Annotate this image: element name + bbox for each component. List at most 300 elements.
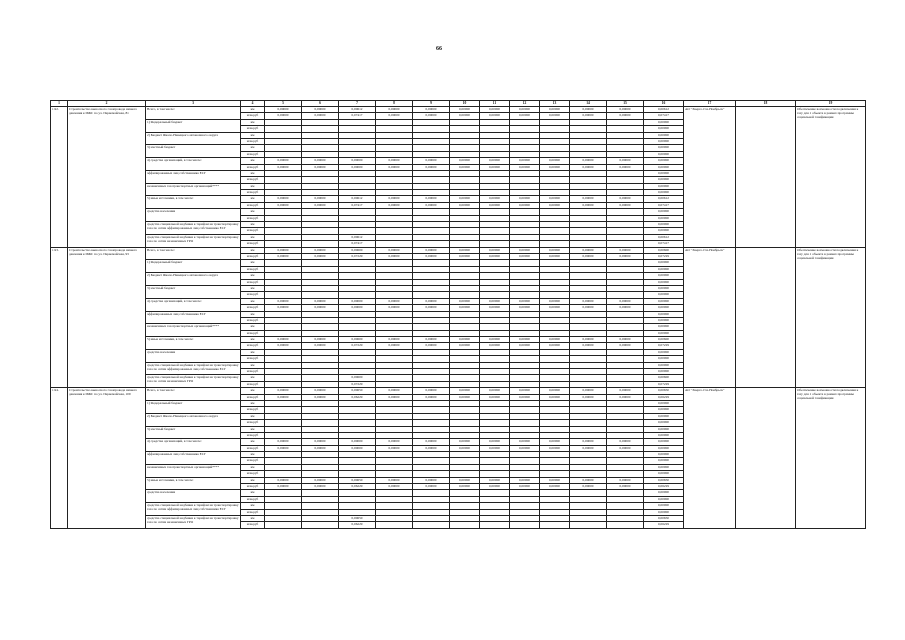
value-cell: 0,00000 [644,426,684,432]
value-cell: 0,00000 [480,158,510,164]
unit-cell: км [241,298,265,304]
value-cell: 0,00000 [302,477,339,483]
value-cell: 0,00000 [540,484,570,490]
value-cell [265,522,302,528]
value-cell: 0,00000 [413,305,450,311]
value-cell: 0,00000 [644,177,684,183]
value-cell: 0,00000 [376,298,413,304]
value-cell: 0,00000 [510,305,540,311]
item-name: Строительство выносного газопровода низкого давления к ИЖС по ул. Первомайская, 81 [68,107,146,248]
value-cell: 0,00600 [339,375,376,381]
value-cell: 0,00000 [540,439,570,445]
value-cell: 0,00000 [302,253,339,259]
value-cell: 0,00000 [607,107,644,113]
unit-cell: млн.руб [241,202,265,208]
value-cell: 0,00000 [510,113,540,119]
funding-source: 4) средства организаций, в том числе: [146,158,241,171]
value-cell: 0,07417 [644,202,684,208]
value-cell: 0,00000 [644,420,684,426]
unit-cell: млн.руб [241,151,265,157]
unit-cell: км [241,337,265,343]
value-cell: 0,00000 [540,298,570,304]
value-cell: 0,00000 [644,138,684,144]
unit-cell: млн.руб [241,458,265,464]
value-cell: 0,00650 [644,388,684,394]
value-cell: 0,00000 [265,113,302,119]
value-cell: 0,00000 [644,209,684,215]
value-cell [510,522,540,528]
header-cell-7: 7 [339,101,376,107]
header-cell-11: 11 [480,101,510,107]
unit-cell: млн.руб [241,228,265,234]
value-cell: 0,00000 [644,298,684,304]
value-cell: 0,00000 [570,439,607,445]
value-cell: 0,00000 [607,305,644,311]
value-cell: 0,00000 [480,196,510,202]
unit-cell: млн.руб [241,522,265,528]
value-cell: 0,00000 [265,253,302,259]
value-cell: 0,00000 [510,253,540,259]
value-cell: 0,00000 [570,202,607,208]
unit-cell: млн.руб [241,253,265,259]
header-cell-4: 4 [241,101,265,107]
value-cell: 0,00000 [339,158,376,164]
funding-source: 2) Бюджет Ямало-Ненецкого автономного округа [146,273,241,286]
funding-source: 3) местный бюджет [146,285,241,298]
header-cell-10: 10 [450,101,480,107]
unit-cell: млн.руб [241,279,265,285]
funding-source: средства специальной надбавки к тарифам на транспортировку газа по сетям независимых ГРО [146,375,241,388]
unit-cell: км [241,324,265,330]
value-cell: 0,00000 [510,388,540,394]
funding-source: 1) Федеральный бюджет [146,260,241,273]
unit-cell: млн.руб [241,305,265,311]
funding-source: средства специальной надбавки к тарифам на транспортировку газа по сетям аффилированных лиц собственника ЕСГ [146,362,241,375]
value-cell: 0,00000 [302,337,339,343]
value-cell: 0,00000 [570,445,607,451]
value-cell: 0,00612 [339,107,376,113]
unit-cell: км [241,260,265,266]
item-name: Строительство выносного газопровода низкого давления к ИЖС по ул. Первомайская, 109 [68,388,146,529]
value-cell: 0,00000 [644,164,684,170]
value-cell: 0,00000 [450,445,480,451]
value-cell: 0,00000 [570,305,607,311]
value-cell: 0,00000 [376,247,413,253]
unit-cell: млн.руб [241,138,265,144]
header-cell-15: 15 [607,101,644,107]
value-cell: 0,00000 [540,247,570,253]
value-cell: 0,00000 [413,337,450,343]
value-cell: 0,00000 [376,445,413,451]
value-cell: 0,00000 [450,253,480,259]
funding-source: 5) иные источники, в том числе: [146,196,241,209]
value-cell: 0,00000 [413,202,450,208]
funding-source: 1) Федеральный бюджет [146,400,241,413]
unit-cell: млн.руб [241,369,265,375]
value-cell: 0,00000 [540,343,570,349]
value-cell: 0,00000 [540,388,570,394]
value-cell: 0,00000 [376,484,413,490]
value-cell: 0,00000 [480,445,510,451]
value-cell: 0,00000 [450,477,480,483]
value-cell: 0,00000 [644,132,684,138]
item-name: Строительство выносного газопровода низкого давления к ИЖС по ул. Первомайская, 93 [68,247,146,388]
value-cell: 0,00000 [265,445,302,451]
value-cell [413,522,450,528]
value-cell: 0,00000 [376,113,413,119]
value-cell: 0,00000 [450,305,480,311]
value-cell: 0,00000 [265,164,302,170]
purpose: Обеспечение возможности подключения к газу для 1 объекта в рамках программы социальной газификации [796,107,866,248]
header-cell-8: 8 [376,101,413,107]
value-cell: 0,00000 [607,343,644,349]
value-cell: 0,00612 [339,234,376,240]
unit-cell: млн.руб [241,190,265,196]
value-cell: 0,00000 [450,484,480,490]
value-cell: 0,00000 [376,107,413,113]
funding-source: независимых газотранспортных организаций**** [146,324,241,337]
value-cell: 0,00650 [644,516,684,522]
unit-cell: км [241,170,265,176]
value-cell: 0,00000 [480,107,510,113]
financing-table-container [50,100,858,529]
value-cell: 0,00000 [644,190,684,196]
value-cell: 0,00000 [510,298,540,304]
value-cell: 0,00000 [570,164,607,170]
value-cell: 0,00000 [376,305,413,311]
value-cell: 0,07417 [644,241,684,247]
value-cell: 0,00000 [607,445,644,451]
value-cell: 0,00000 [570,394,607,400]
value-cell: 0,00000 [644,452,684,458]
header-cell-14: 14 [570,101,607,107]
value-cell: 0,00000 [644,369,684,375]
header-cell-19: 19 [796,101,866,107]
value-cell: 0,00000 [413,113,450,119]
unit-cell: млн.руб [241,343,265,349]
value-cell: 0,07229 [339,343,376,349]
executor: АО "Энерго-Газ-Ноябрьск" [684,247,736,388]
value-cell: 0,00000 [339,439,376,445]
value-cell: 0,00000 [302,439,339,445]
value-cell: 0,00000 [302,445,339,451]
value-cell: 0,00000 [644,362,684,368]
value-cell: 0,00000 [510,164,540,170]
value-cell: 0,00000 [644,311,684,317]
value-cell: 0,07229 [339,253,376,259]
value-cell: 0,00000 [644,407,684,413]
value-cell: 0,00000 [265,484,302,490]
value-cell: 0,00000 [644,317,684,323]
value-cell: 0,00000 [607,388,644,394]
unit-cell: млн.руб [241,432,265,438]
unit-cell: км [241,503,265,509]
unit-cell: км [241,285,265,291]
value-cell: 0,00000 [607,394,644,400]
value-cell: 0,00000 [413,164,450,170]
funding-source: средства специальной надбавки к тарифам на транспортировку газа по сетям независимых ГРО [146,234,241,247]
unit-cell: млн.руб [241,292,265,298]
value-cell: 0,00000 [540,202,570,208]
value-cell: 0,00000 [607,247,644,253]
value-cell: 0,00000 [376,158,413,164]
value-cell: 0,00000 [540,253,570,259]
value-cell: 0,00000 [339,298,376,304]
value-cell: 0,00650 [644,477,684,483]
funding-source: аффилированных лиц собственника ЕСГ [146,452,241,465]
value-cell: 0,00000 [607,196,644,202]
executor: АО "Энерго-Газ-Ноябрьск" [684,107,736,248]
unit-cell: км [241,132,265,138]
value-cell: 0,00000 [302,196,339,202]
funding-source: 3) местный бюджет [146,145,241,158]
unit-cell: км [241,477,265,483]
header-cell-2: 2 [68,101,146,107]
funding-source: аффилированных лиц собственника ЕСГ [146,170,241,183]
value-cell: 0,00000 [607,477,644,483]
funding-source: 2) Бюджет Ямало-Ненецкого автономного округа [146,132,241,145]
value-cell: 0,00000 [450,107,480,113]
header-cell-1: 1 [51,101,68,107]
value-cell: 0,00000 [450,388,480,394]
value-cell: 0,00000 [376,253,413,259]
value-cell: 0,00000 [540,158,570,164]
value-cell: 0,00000 [265,158,302,164]
value-cell: 0,00000 [413,394,450,400]
value-cell: 0,00000 [413,343,450,349]
funding-source: Всего, в том числе: [146,247,241,260]
value-cell: 0,00000 [644,413,684,419]
value-cell: 0,00000 [450,196,480,202]
value-cell: 0,00000 [607,202,644,208]
value-cell: 0,00000 [644,151,684,157]
value-cell: 0,00000 [480,484,510,490]
value-cell: 0,00000 [302,394,339,400]
value-cell: 0,00000 [413,388,450,394]
unit-cell: км [241,107,265,113]
value-cell: 0,00612 [644,196,684,202]
unit-cell: км [241,375,265,381]
header-cell-9: 9 [413,101,450,107]
value-cell: 0,00000 [644,464,684,470]
unit-cell: млн.руб [241,484,265,490]
unit-cell: км [241,349,265,355]
value-cell: 0,00000 [570,343,607,349]
value-cell: 0,00000 [644,126,684,132]
value-cell: 0,00000 [570,253,607,259]
unit-cell: км [241,362,265,368]
unit-cell: км [241,196,265,202]
value-cell: 0,00000 [265,439,302,445]
unit-cell: млн.руб [241,420,265,426]
unit-cell: млн.руб [241,113,265,119]
unit-cell: млн.руб [241,177,265,183]
value-cell: 0,07229 [339,381,376,387]
value-cell: 0,00000 [644,285,684,291]
value-cell: 0,00000 [644,400,684,406]
unit-cell: млн.руб [241,394,265,400]
value-cell: 0,00000 [265,305,302,311]
value-cell: 0,00000 [376,388,413,394]
value-cell: 0,00000 [644,260,684,266]
item-number: 1.94. [51,388,68,529]
value-cell: 0,00000 [540,394,570,400]
value-cell: 0,00000 [376,439,413,445]
value-cell: 0,06229 [644,484,684,490]
value-cell: 0,00000 [265,477,302,483]
unit-cell: км [241,413,265,419]
value-cell: 0,00000 [644,183,684,189]
value-cell: 0,00000 [607,298,644,304]
funding-source: 4) средства организаций, в том числе: [146,298,241,311]
funding-source: аффилированных лиц собственника ЕСГ [146,311,241,324]
value-cell: 0,00000 [570,477,607,483]
unit-cell: км [241,311,265,317]
value-cell: 0,00612 [644,107,684,113]
value-cell: 0,00000 [607,158,644,164]
value-cell: 0,00000 [450,337,480,343]
funding-source: Всего, в том числе: [146,388,241,401]
value-cell: 0,00600 [339,337,376,343]
value-cell: 0,00000 [302,202,339,208]
value-cell: 0,00000 [339,445,376,451]
empty-col-18 [736,247,796,388]
unit-cell: млн.руб [241,215,265,221]
unit-cell: млн.руб [241,381,265,387]
value-cell: 0,00000 [510,445,540,451]
funding-source: средства специальной надбавки к тарифам на транспортировку газа по сетям независимых ГРО [146,516,241,529]
value-cell: 0,00000 [570,298,607,304]
value-cell: 0,00000 [302,107,339,113]
item-number: 1.92. [51,107,68,248]
unit-cell: км [241,273,265,279]
value-cell: 0,00000 [376,337,413,343]
unit-cell: млн.руб [241,356,265,362]
value-cell: 0,00000 [480,247,510,253]
value-cell: 0,00612 [339,196,376,202]
unit-cell: км [241,426,265,432]
value-cell: 0,00000 [302,164,339,170]
value-cell: 0,00000 [339,164,376,170]
value-cell: 0,00000 [644,503,684,509]
value-cell: 0,06229 [339,394,376,400]
value-cell: 0,00650 [339,516,376,522]
value-cell: 0,00000 [540,337,570,343]
unit-cell: км [241,490,265,496]
funding-source: независимых газотранспортных организаций**** [146,183,241,196]
value-cell: 0,00612 [644,234,684,240]
value-cell [570,522,607,528]
value-cell [540,522,570,528]
value-cell: 0,00000 [413,196,450,202]
empty-col-18 [736,388,796,529]
value-cell: 0,00000 [480,388,510,394]
value-cell: 0,00000 [302,388,339,394]
value-cell: 0,00000 [644,222,684,228]
page-number: 66 [436,46,442,52]
value-cell: 0,00000 [450,298,480,304]
value-cell: 0,00000 [265,196,302,202]
value-cell: 0,00650 [339,388,376,394]
value-cell: 0,00000 [265,343,302,349]
unit-cell: км [241,388,265,394]
value-cell: 0,00000 [607,337,644,343]
value-cell: 0,00000 [302,343,339,349]
value-cell: 0,00000 [644,490,684,496]
value-cell: 0,00000 [510,337,540,343]
value-cell: 0,00000 [480,113,510,119]
value-cell: 0,00000 [413,477,450,483]
value-cell: 0,00000 [644,324,684,330]
value-cell: 0,00000 [644,496,684,502]
value-cell: 0,00000 [510,196,540,202]
value-cell: 0,00000 [510,247,540,253]
value-cell: 0,00000 [413,439,450,445]
unit-cell: млн.руб [241,241,265,247]
value-cell: 0,00000 [644,458,684,464]
value-cell: 0,00000 [644,471,684,477]
value-cell: 0,00000 [376,477,413,483]
unit-cell: км [241,516,265,522]
value-cell: 0,00000 [413,253,450,259]
value-cell: 0,00000 [570,247,607,253]
value-cell: 0,00000 [450,247,480,253]
value-cell: 0,00000 [510,394,540,400]
value-cell: 0,00000 [510,158,540,164]
value-cell [450,522,480,528]
unit-cell: млн.руб [241,330,265,336]
value-cell: 0,00000 [644,445,684,451]
value-cell: 0,00000 [510,202,540,208]
financing-table [50,100,866,529]
value-cell: 0,00000 [510,107,540,113]
value-cell: 0,00000 [570,337,607,343]
value-cell: 0,00000 [450,202,480,208]
funding-source: средства специальной надбавки к тарифам на транспортировку газа по сетям аффилированных лиц собственника ЕСГ [146,503,241,516]
unit-cell: млн.руб [241,126,265,132]
value-cell [607,522,644,528]
value-cell: 0,00000 [302,484,339,490]
value-cell [376,522,413,528]
empty-col-18 [736,107,796,248]
unit-cell: млн.руб [241,509,265,515]
value-cell: 0,00000 [413,107,450,113]
value-cell: 0,00000 [644,273,684,279]
funding-source: средства населения [146,209,241,222]
value-cell: 0,00000 [265,337,302,343]
value-cell: 0,00000 [570,113,607,119]
value-cell: 0,00000 [450,113,480,119]
purpose: Обеспечение возможности подключения к газу для 1 объекта в рамках программы социальной газификации [796,388,866,529]
value-cell: 0,00000 [540,305,570,311]
value-cell: 0,00000 [265,394,302,400]
unit-cell: млн.руб [241,445,265,451]
value-cell: 0,00600 [644,375,684,381]
value-cell: 0,00000 [510,439,540,445]
unit-cell: км [241,234,265,240]
value-cell: 0,00000 [644,305,684,311]
unit-cell: км [241,119,265,125]
funding-source: 5) иные источники, в том числе: [146,337,241,350]
value-cell: 0,00000 [339,305,376,311]
value-cell: 0,00650 [339,477,376,483]
funding-source: средства населения [146,349,241,362]
unit-cell: млн.руб [241,471,265,477]
value-cell: 0,00000 [265,107,302,113]
value-cell: 0,00600 [644,247,684,253]
value-cell: 0,00000 [480,305,510,311]
value-cell: 0,00000 [540,107,570,113]
